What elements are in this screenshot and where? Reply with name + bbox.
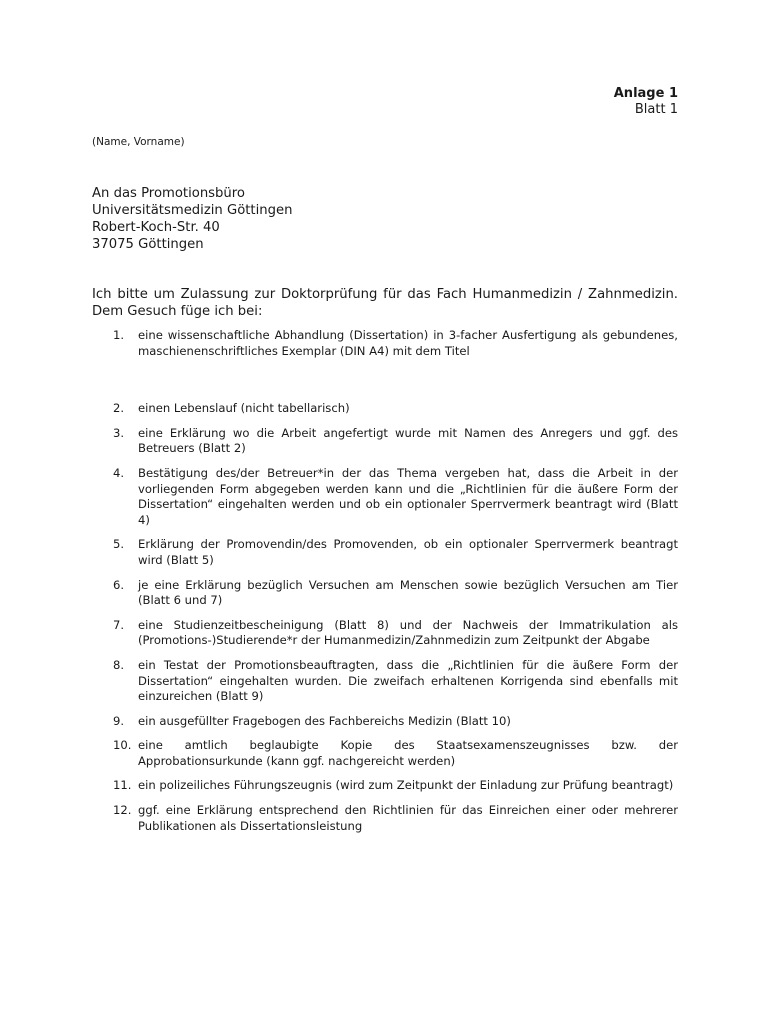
list-item-text: ein Testat der Promotionsbeauftragten, dass die „Richtlinien für die äußere Form der Dissertation“ eingehalten wurden. Die zweifach erhaltenen Korrigenda sind ebenfalls mit einzureichen (Blatt 9) <box>138 657 678 704</box>
address-line: 37075 Göttingen <box>92 237 204 252</box>
list-item-text: eine Erklärung wo die Arbeit angefertigt wurde mit Namen des Anregers und ggf. des Betreuers (Blatt 2) <box>138 425 678 456</box>
list-item-text: ein polizeiliches Führungszeugnis (wird zum Zeitpunkt der Einladung zur Prüfung beantragt) <box>138 778 674 793</box>
list-item <box>92 658 678 705</box>
list-item-number: 7. <box>113 617 125 632</box>
list-item-text: je eine Erklärung bezüglich Versuchen am Menschen sowie bezüglich Versuchen am Tier (Blatt 6 und 7) <box>138 577 678 608</box>
list-item-number: 12. <box>113 803 132 818</box>
list-item <box>92 714 678 730</box>
attachment-label: Anlage 1 <box>613 86 678 101</box>
address-line: An das Promotionsbüro <box>92 186 245 201</box>
list-item <box>92 466 678 528</box>
list-item-text: eine wissenschaftliche Abhandlung (Dissertation) in 3-facher Ausfertigung als gebundenes, maschienenschriftliches Exemplar (DIN A4) mit dem Titel <box>138 328 678 358</box>
list-item-text: ein ausgefüllter Fragebogen des Fachbereichs Medizin (Blatt 10) <box>138 713 511 728</box>
list-item-text: Bestätigung des/der Betreuer*in der das Thema vergeben hat, dass die Arbeit in der vorliegenden Form abgegeben werden kann und die „Richtlinien für die äußere Form der Dissertation“ eingehalten werden und ob ein optionaler Sperrvermerk beantragt wird (Blatt 4) <box>138 465 678 527</box>
list-item <box>92 537 678 568</box>
list-item-number: 4. <box>113 465 125 480</box>
list-item-text: einen Lebenslauf (nicht tabellarisch) <box>138 401 350 416</box>
list-item-text: ggf. eine Erklärung entsprechend den Richtlinien für das Einreichen einer oder mehrerer Publikationen als Dissertationsleistung <box>138 803 678 833</box>
list-item <box>92 738 678 769</box>
list-item <box>92 778 678 794</box>
address-line: Robert-Koch-Str. 40 <box>92 220 220 235</box>
recipient-address <box>92 185 292 253</box>
list-item-text: eine amtlich beglaubigte Kopie des Staatsexamenszeugnisses bzw. der Approbationsurkunde (kann ggf. nachgereicht werden) <box>138 738 678 768</box>
intro-paragraph: Ich bitte um Zulassung zur Doktorprüfung für das Fach Humanmedizin / Zahnmedizin. Dem Gesuch füge ich bei: <box>92 287 678 319</box>
list-item-number: 5. <box>113 537 125 552</box>
list-item <box>92 401 678 417</box>
list-item <box>92 328 678 359</box>
enclosure-list <box>92 328 678 834</box>
list-item <box>92 578 678 609</box>
list-item-number: 6. <box>113 577 125 592</box>
list-item-number: 10. <box>113 738 132 753</box>
list-item <box>92 803 678 834</box>
list-item-number: 2. <box>113 401 125 416</box>
list-item-number: 8. <box>113 657 125 672</box>
name-placeholder: (Name, Vorname) <box>92 136 185 148</box>
list-item-number: 1. <box>113 328 125 342</box>
list-item-number: 9. <box>113 713 125 728</box>
list-item-number: 11. <box>113 778 132 793</box>
list-item-number: 3. <box>113 425 125 440</box>
list-item <box>92 618 678 649</box>
list-item-text: eine Studienzeitbescheinigung (Blatt 8) und der Nachweis der Immatrikulation als (Promotions-)Studierende*r der Humanmedizin/Zahnmedizin zum Zeitpunkt der Abgabe <box>138 617 678 648</box>
list-item-text: Erklärung der Promovendin/des Promovenden, ob ein optionaler Sperrvermerk beantragt wird (Blatt 5) <box>138 537 678 567</box>
address-line: Universitätsmedizin Göttingen <box>92 203 293 218</box>
sheet-number: Blatt 1 <box>634 102 678 117</box>
list-item <box>92 426 678 457</box>
sheet-header <box>614 86 678 118</box>
